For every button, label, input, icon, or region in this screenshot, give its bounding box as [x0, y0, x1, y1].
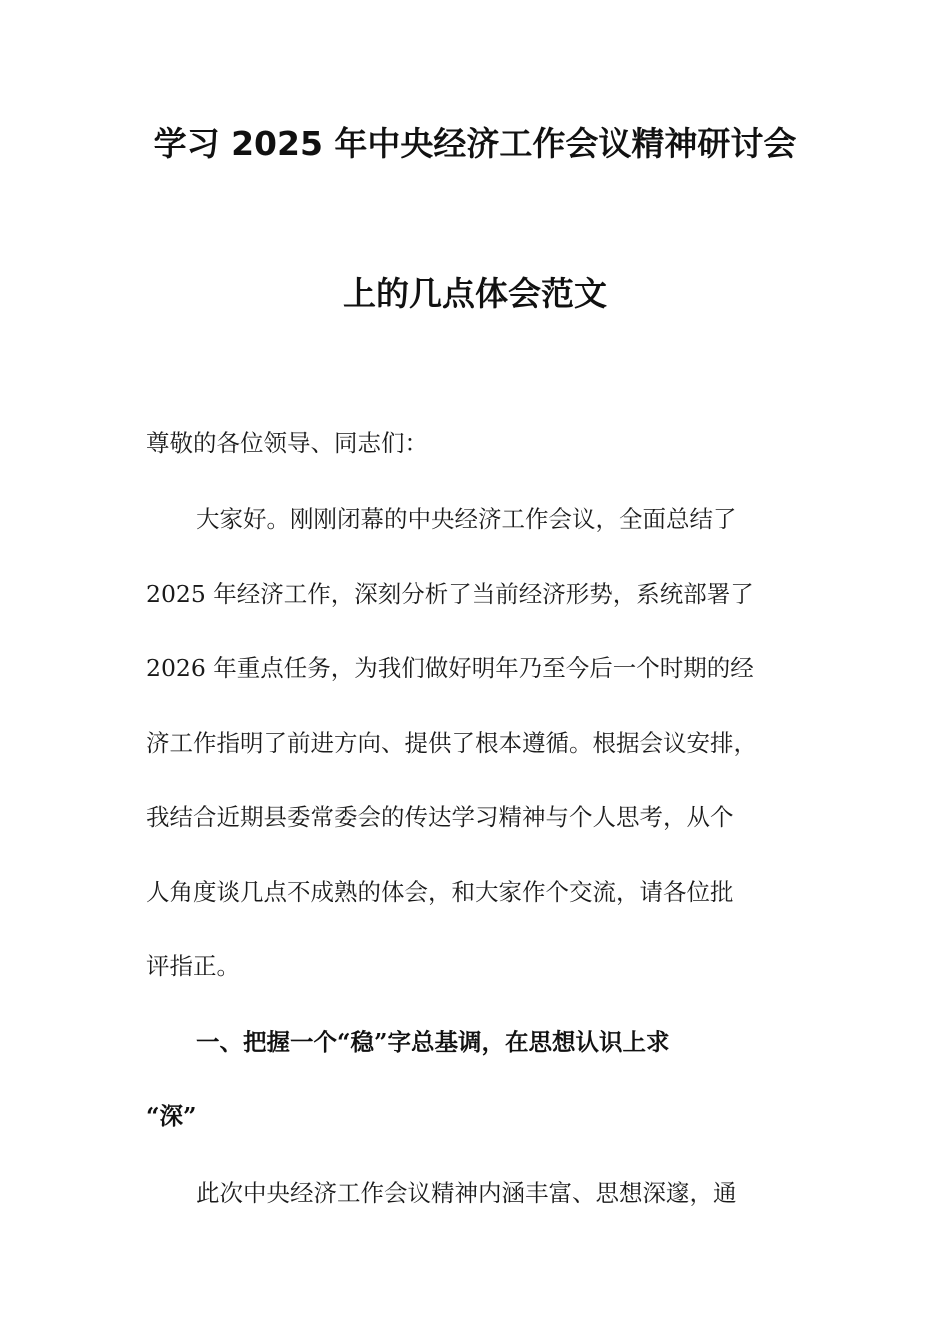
paragraph-1-line: 济工作指明了前进方向、提供了根本遵循。根据会议安排，	[146, 729, 757, 757]
salutation: 尊敬的各位领导、同志们：	[146, 429, 428, 457]
paragraph-1-line: 评指正。	[146, 952, 240, 980]
section-1-heading-line: “深”	[146, 1102, 197, 1130]
section-1-heading-line: 一、把握一个“稳”字总基调，在思想认识上求	[196, 1028, 670, 1056]
document-body	[146, 0, 806, 1344]
paragraph-1-line: 大家好。刚刚闭幕的中央经济工作会议，全面总结了	[196, 505, 737, 533]
paragraph-2-line: 此次中央经济工作会议精神内涵丰富、思想深邃，通	[196, 1179, 737, 1207]
document-title-line-2: 上的几点体会范文	[343, 274, 607, 313]
paragraph-1-line: 2026 年重点任务，为我们做好明年乃至今后一个时期的经	[146, 654, 754, 682]
paragraph-1-line: 人角度谈几点不成熟的体会，和大家作个交流，请各位批	[146, 878, 734, 906]
document-title-line-1: 学习 2025 年中央经济工作会议精神研讨会	[153, 124, 797, 163]
paragraph-1-line: 我结合近期县委常委会的传达学习精神与个人思考，从个	[146, 803, 734, 831]
paragraph-1-line: 2025 年经济工作，深刻分析了当前经济形势，系统部署了	[146, 580, 754, 608]
